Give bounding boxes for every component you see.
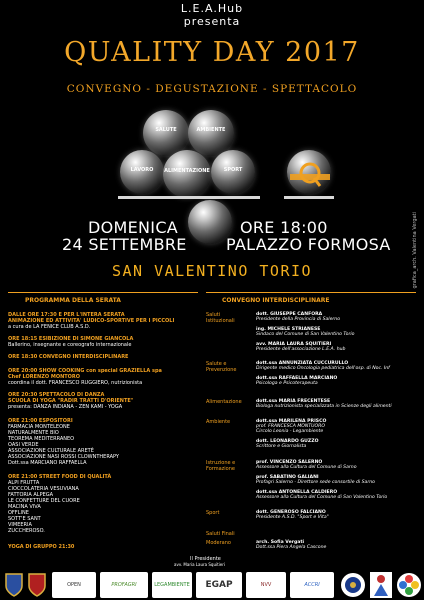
- prog-line: SOTT'E SANT: [8, 516, 41, 522]
- convegno-line: Biologa nutrizionista specializzata in Scienze degli alimenti: [256, 404, 392, 409]
- convegno-line: arch. Sofia Vergati: [256, 540, 305, 545]
- convegno-divider: [206, 292, 416, 293]
- event-subtitle: CONVEGNO - DEGUSTAZIONE - SPETTACOLO: [66, 83, 358, 95]
- convegno-line: dott.ssa ANNUNZIATA CUCCURULLO: [256, 361, 349, 366]
- president-title: Il Presidente: [190, 556, 221, 562]
- convegno-section-label: Moderano: [206, 540, 231, 546]
- prog-line: SCUOLA DI YOGA "RADIR TRATTI D'ORIENTE": [8, 398, 134, 404]
- prog-line: coordina il dott. FRANCESCO RUGGIERO, nutrizionista: [8, 380, 143, 386]
- flower-logo-icon: [396, 572, 422, 598]
- convegno-line: Dott.ssa Piera Angela Cascone: [256, 545, 327, 550]
- sponsor-logo-accri: ACCRI: [290, 572, 334, 598]
- prog-line: OASI VERDE: [8, 442, 39, 448]
- prog-line: ORE 20:30 SPETTACOLO DI DANZA: [8, 392, 105, 398]
- convegno-line: dott. LEONARDO GUZZO: [256, 439, 319, 444]
- prog-line: LE CONFETTURE DEL CUORE: [8, 498, 80, 504]
- ball-lavoro: LAVORO: [120, 150, 164, 194]
- prog-line: FARMACIA MONTELEONE: [8, 424, 70, 430]
- convegno-line: Dirigente medico Oncologia pediatrica dell'osp. di Noc. Inf: [256, 366, 390, 371]
- convegno-section-label: Saluti Finali: [206, 531, 235, 537]
- event-venue: PALAZZO FORMOSA: [226, 235, 391, 254]
- convegno-line: prof. FRANCESCA MONTUORO: [256, 424, 325, 429]
- crest-icon: [27, 572, 47, 598]
- presents-text: presenta: [183, 15, 241, 28]
- prog-line: ORE 21:00 STREET FOOD DI QUALITÀ: [8, 474, 112, 480]
- convegno-line: Psicologa e Psicoterapeuta: [256, 381, 318, 386]
- prog-line: YOGA DI GRUPPO 21:30: [8, 544, 75, 550]
- prog-line: CIOCCOLATERIA VESUVIANA: [8, 486, 79, 492]
- sponsor-logo-nvv: NVV: [246, 572, 286, 598]
- prog-line: MACINA VIVA: [8, 504, 41, 510]
- prog-line: OFFLINE: [8, 510, 29, 516]
- prog-line: presenta: DANZA INDIANA - ZEN KAMI - YOGA: [8, 404, 123, 410]
- convegno-section-label: Alimentazione: [206, 399, 242, 405]
- convegno-line: Sindaco del Comune di San Valentino Torio: [256, 332, 355, 337]
- sponsor-logo-open: OPEN: [52, 572, 96, 598]
- convegno-line: dott. GENEROSO FALCIANO: [256, 510, 326, 515]
- event-town: SAN VALENTINO TORIO: [111, 262, 313, 280]
- convegno-line: dott.ssa MARILENA PRISCO: [256, 419, 327, 424]
- convegno-section-label: Saluti Istituzionali: [206, 312, 235, 324]
- prog-line: DALLE ORE 17:30 E PER L'INTERA SERATA: [8, 312, 125, 318]
- prog-line: Chef LORENZO MONTORO: [8, 374, 81, 380]
- organizer-name: L.E.A.Hub: [180, 2, 244, 15]
- convegno-line: dott.ssa ANTONELLA CALDIERO: [256, 490, 338, 495]
- prog-line: ORE 21:00 ESPOSITORI: [8, 418, 73, 424]
- prog-line: FATTORIA ALPEGA: [8, 492, 54, 498]
- convegno-line: Assessore alla Cultura del Comune di San Valentino Torio: [256, 495, 388, 500]
- event-day: DOMENICA: [88, 218, 179, 237]
- programma-heading: PROGRAMMA DELLA SERATA: [25, 297, 121, 304]
- event-date: 24 SETTEMBRE: [62, 235, 187, 254]
- crest-icon: [4, 572, 24, 598]
- prog-line: ANIMAZIONE ED ATTIVITA' LUDICO-SPORTIVE PER I PICCOLI: [8, 318, 175, 324]
- prog-line: ORE 18:15 ESIBIZIONE DI SIMONE GIANCOLA: [8, 336, 134, 342]
- prog-line: a cura de LA FENICE CLUB A.S.D.: [8, 324, 91, 330]
- sponsor-logo-egap: EGAP: [196, 572, 242, 598]
- prog-line: Ballerino, insegnante e coreografo internazionale: [8, 342, 132, 348]
- president-name: avv. Maria Laura Squitieri: [174, 562, 226, 567]
- ball-sport: SPORT: [211, 150, 255, 194]
- prog-line: ASSOCIAZIONE NASI ROSSI CLOWNTHERAPY: [8, 454, 119, 460]
- event-title: QUALITY DAY 2017: [64, 37, 360, 68]
- q-shelf-line: [284, 196, 334, 199]
- badge-icon: [340, 572, 366, 598]
- convegno-line: Profagri Salerno - Direttore sede consortile di Sarno: [256, 480, 375, 485]
- convegno-line: avv. MARIA LAURA SQUITIERI: [256, 342, 332, 347]
- convegno-section-label: Ambiente: [206, 419, 231, 425]
- ball-salute: SALUTE: [143, 110, 189, 156]
- prog-line: ORE 18:30 CONVEGNO INTERDISCIPLINARE: [8, 354, 129, 360]
- graphic-credit: grafica_arch. Valentina Vergati: [412, 212, 418, 289]
- convegno-line: Presidente A.S.D. "Sport e Vita": [256, 515, 329, 520]
- convegno-line: Presidente della Provincia di Salerno: [256, 317, 341, 322]
- prog-line: ASSOCIAZIONE CULTURALE ARETÈ: [8, 448, 94, 454]
- sponsor-logo-legambiente: LEGAMBIENTE: [152, 572, 192, 598]
- prog-line: VIMEERIA: [8, 522, 32, 528]
- prog-line: ORE 20:00 SHOW COOKING con special GRAZIELLA spa: [8, 368, 162, 374]
- prog-line: NATURALMENTE BIO: [8, 430, 59, 436]
- event-time: ORE 18:00: [240, 218, 328, 237]
- convegno-line: Circolo Leonia - Legambiente: [256, 429, 324, 434]
- sponsor-logo-profagri: PROFAGRI: [100, 572, 148, 598]
- ball-alimentazione: ALIMENTAZIONE: [163, 150, 211, 198]
- convegno-line: dott.ssa RAFFAELLA MARCIANO: [256, 376, 338, 381]
- convegno-line: dott. GIUSEPPE CANFORA: [256, 312, 323, 317]
- convegno-line: Assessore alla Cultura del Comune di Sarno: [256, 465, 357, 470]
- ball-ambiente: AMBIENTE: [188, 110, 234, 156]
- prog-line: Dott.ssa MARCIANO RAFFAELLA: [8, 460, 87, 466]
- prog-line: TEOREMA MEDITERRANEO: [8, 436, 75, 442]
- programma-divider: [8, 292, 198, 293]
- convegno-line: prof. SABATINO GALIANI: [256, 475, 319, 480]
- shelf-line: [118, 196, 260, 199]
- convegno-line: dott.ssa MARIA FRECENTESE: [256, 399, 331, 404]
- convegno-line: ing. MICHELE STRIANESE: [256, 327, 321, 332]
- convegno-section-label: Sport: [206, 510, 220, 516]
- convegno-line: Presidente dell'associazione L.E.A. hub: [256, 347, 346, 352]
- convegno-heading: CONVEGNO INTERDISCIPLINARE: [222, 297, 330, 304]
- convegno-section-label: Istruzione e Formazione: [206, 460, 236, 472]
- convegno-section-label: Salute e Prevenzione: [206, 361, 237, 373]
- convegno-line: prof. VINCENZO SALERNO: [256, 460, 323, 465]
- convegno-line: Scrittore e Giornalista: [256, 444, 307, 449]
- prog-line: ALPI FRUTTA: [8, 480, 40, 486]
- q-logo-icon: [290, 160, 330, 190]
- figure-icon: [370, 572, 392, 598]
- prog-line: ZUCCHEROSO.: [8, 528, 45, 534]
